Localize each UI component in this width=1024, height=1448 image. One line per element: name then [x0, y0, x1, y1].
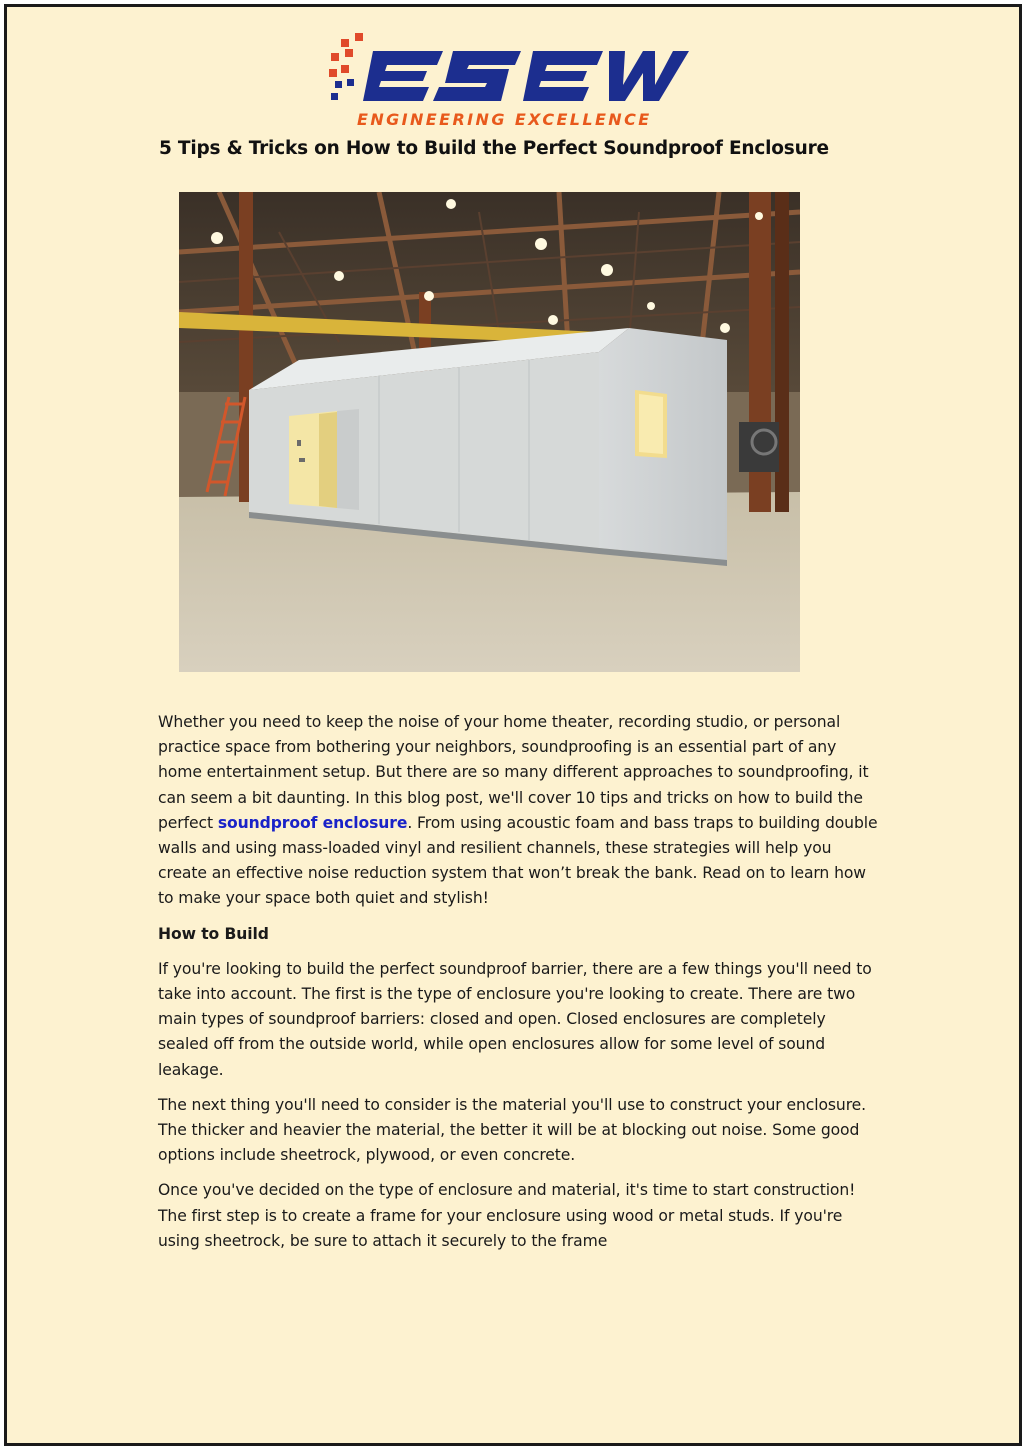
esew-logo — [325, 29, 691, 133]
paragraph: The next thing you'll need to consider is the material you'll use to construct your enclosure. The thicker and heavier the material, the better it will be at blocking out noise. Some good options include sheetrock, plywood, or even concrete. — [158, 1095, 867, 1165]
paragraph: Once you've decided on the type of enclosure and material, it's time to start construction! The first step is to create a frame for your enclosure using wood or metal studs. If you're using sheetrock, be sure to attach it securely to the frame — [158, 1181, 856, 1250]
article-body — [158, 710, 878, 1264]
esew-logo-graphic — [325, 29, 691, 133]
soundproof-enclosure-link[interactable]: soundproof enclosure — [217, 813, 408, 832]
paragraph: If you're looking to build the perfect soundproof barrier, there are a few things you'll need to take into account. The first is the type of enclosure you're looking to create. There are two main types of soundproof barriers: closed and open. Closed enclosures are completely sealed off from the outside world, while open enclosures allow for some level of sound leakage. — [158, 959, 872, 1079]
intro-text-end: . From using acoustic foam and bass traps to building double walls and using mass-loaded vinyl and resilient channels, these strategies will help you create an effective noise reduction system that won’t break the bank. Read on to learn how to make your space both quiet and stylish! — [158, 813, 878, 908]
logo-tagline: ENGINEERING EXCELLENCE — [357, 110, 652, 129]
article-title: 5 Tips & Tricks on How to Build the Perfect Soundproof Enclosure — [159, 138, 829, 159]
warehouse-enclosure-image — [179, 192, 800, 672]
document-page — [4, 4, 1022, 1446]
intro-paragraph — [158, 710, 878, 912]
intro-text-start: Whether you need to keep the noise of your home theater, recording studio, or personal practice space from bothering your neighbors, soundproofing is an essential part of any home entertainment setup. But there are so many different approaches to soundproofing, it can seem a bit daunting. In this blog post, we'll cover 10 tips and tricks on how to build the perfect — [158, 713, 869, 832]
enclosure-photo — [179, 192, 800, 672]
section-heading: How to Build — [158, 924, 269, 943]
